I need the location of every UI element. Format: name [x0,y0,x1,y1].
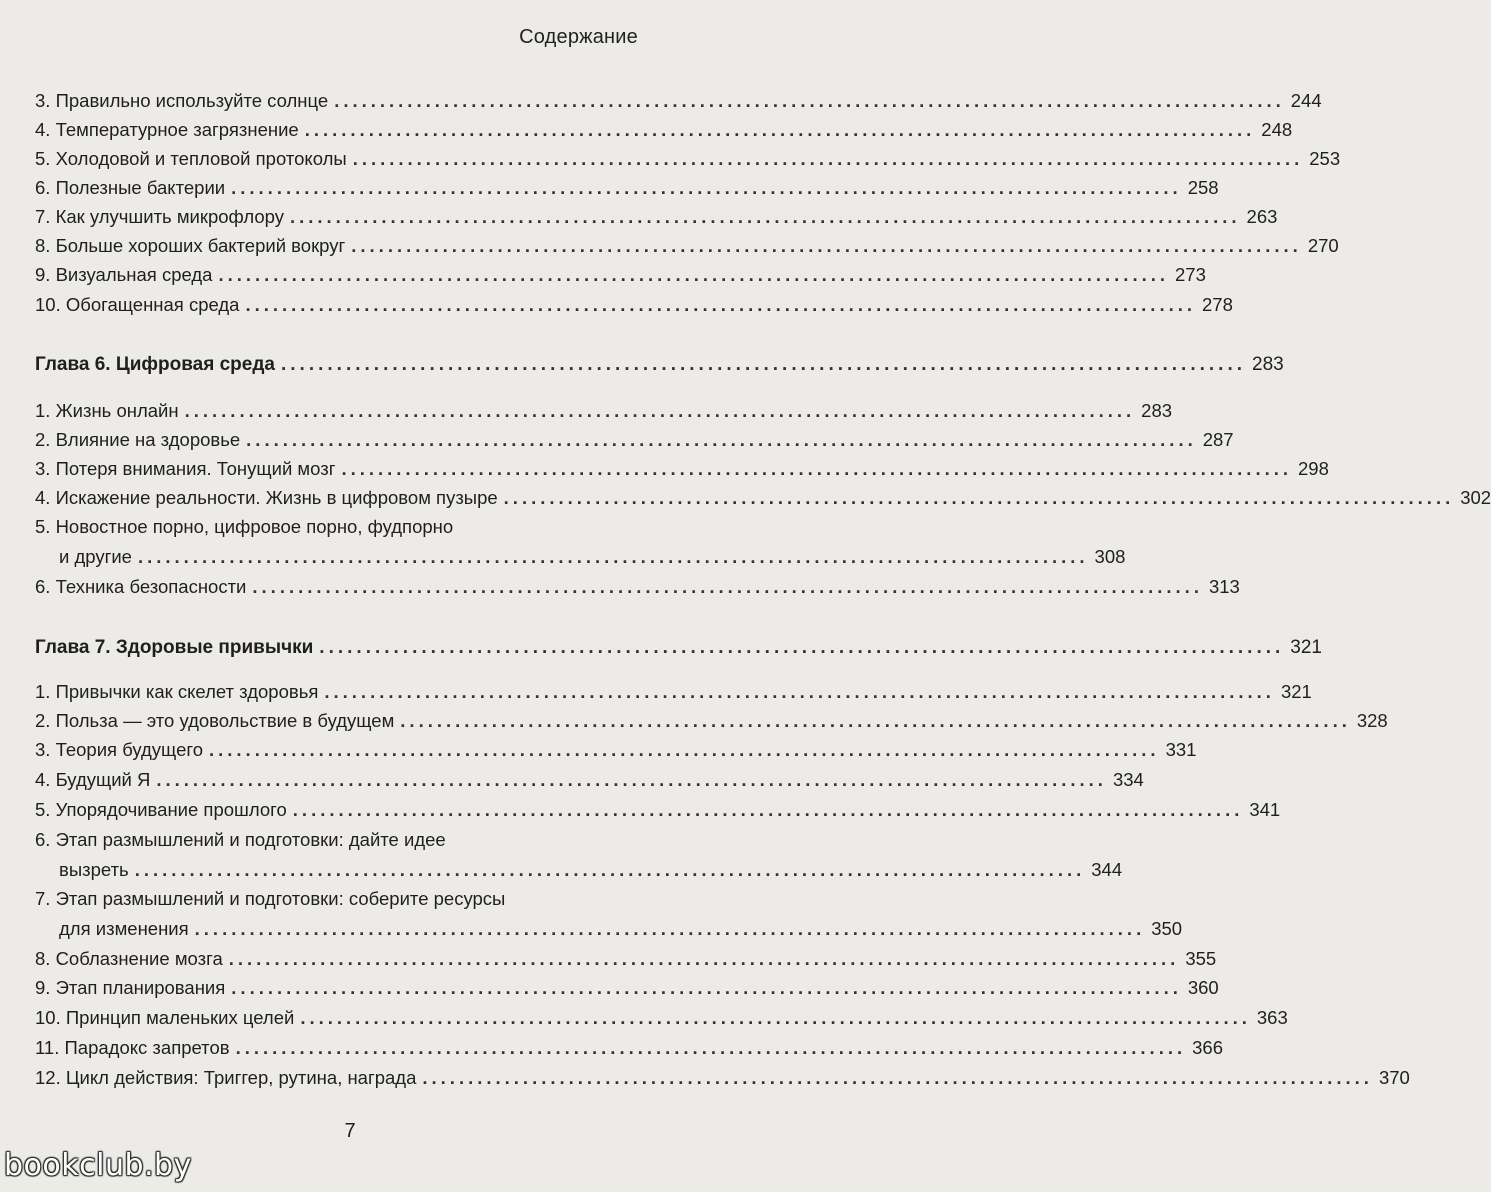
leader-dots: ........................................................................................................ [304,119,1256,140]
leader-dots: ........................................................................................................ [231,177,1182,198]
toc-entry [35,290,1233,320]
toc-chapter-page: 321 [1290,637,1322,658]
toc-entry [35,396,1173,426]
toc-entry-title: 5. Упорядочивание прошлого [35,799,287,820]
toc-entry-title: 2. Влияние на здоровье [35,429,241,450]
toc-entry [35,677,1312,707]
toc-entry-page: 350 [1151,918,1183,939]
toc-entry-page: 258 [1187,177,1219,198]
toc-entry-page: 370 [1378,1067,1410,1088]
toc-entry [35,1063,1410,1093]
toc-entry [35,1003,1288,1033]
toc-entry-page: 273 [1175,264,1206,285]
toc-entry-page: 283 [1141,400,1173,421]
leader-dots: ........................................................................................................ [324,681,1275,702]
running-header: Содержание [519,26,638,48]
toc-entry-page: 302 [1460,487,1491,508]
toc-entry [35,735,1197,765]
toc-entry-title: 5. Холодовой и тепловой протоколы [35,148,347,169]
toc-entry-page: 366 [1192,1037,1223,1058]
toc-entry-page: 321 [1280,681,1312,702]
leader-dots: ........................................................................................................ [289,206,1241,227]
toc-entry-title: 5. Новостное порно, цифровое порно, фудпорно [35,516,454,537]
toc-entry-title: 6. Техника безопасности [35,576,247,597]
toc-entry-page: 334 [1112,769,1144,790]
toc-entry-title: 6. Полезные бактерии [35,177,226,198]
leader-dots: ........................................................................................................ [422,1067,1373,1088]
toc-entry-title: 4. Будущий Я [35,769,151,790]
leader-dots: ........................................................................................................ [137,546,1089,567]
toc-entry-title: 3. Потеря внимания. Тонущий мозг [35,458,336,479]
toc-entry-title: 10. Обогащенная среда [35,294,240,315]
toc-entry-title: 12. Цикл действия: Триггер, рутина, награда [35,1067,417,1088]
leader-dots: ........................................................................................................ [231,977,1182,998]
leader-dots: ........................................................................................................ [351,235,1302,256]
toc-entry-page: 341 [1249,799,1281,820]
toc-entry-title: 6. Этап размышлений и подготовки: дайте идее [35,829,446,850]
toc-entry-page: 270 [1307,235,1339,256]
toc-entry-page: 344 [1091,859,1123,880]
toc-entry [35,1033,1223,1063]
toc-entry-title: 3. Теория будущего [35,739,203,760]
toc-entry-title: 7. Этап размышлений и подготовки: соберите ресурсы [35,888,506,909]
watermark: bookclub.by [4,1148,192,1183]
toc-entry [35,884,1183,944]
toc-entry [35,144,1341,174]
toc-entry [35,944,1217,974]
toc-chapter-heading [35,350,1284,380]
leader-dots: ........................................................................................................ [246,429,1197,450]
leader-dots: ........................................................................................................ [281,354,1246,375]
leader-dots: ........................................................................................................ [503,487,1455,508]
toc-entry-page: 253 [1309,148,1341,169]
toc-entry-title: 8. Соблазнение мозга [35,948,223,969]
toc-entry-page: 363 [1256,1007,1288,1028]
toc-chapter-title: Глава 7. Здоровые привычки [35,637,314,658]
leader-dots: ........................................................................................................ [245,294,1197,315]
toc-entry-title-continued: для изменения [59,918,189,939]
toc-entry-page: 328 [1356,710,1388,731]
toc-entry-page: 313 [1208,576,1240,597]
leader-dots: ........................................................................................................ [228,948,1180,969]
toc-entry [35,202,1278,232]
toc-entry [35,765,1144,795]
leader-dots: ........................................................................................................ [235,1037,1187,1058]
toc-entry [35,173,1219,203]
toc-entry-page: 278 [1202,294,1233,315]
toc-entry [35,454,1329,484]
leader-dots: ........................................................................................................ [134,859,1086,880]
toc-chapter-heading [35,633,1322,663]
toc-entry [35,425,1234,455]
leader-dots: ........................................................................................................ [300,1007,1251,1028]
toc-entry-title: 9. Этап планирования [35,977,226,998]
toc-entry-page: 308 [1094,546,1126,567]
leader-dots: ........................................................................................................ [341,458,1293,479]
toc-entry [35,231,1339,261]
toc-entry-title-continued: и другие [59,546,132,567]
toc-entry-title: 3. Правильно используйте солнце [35,90,329,111]
toc-entry-page: 287 [1202,429,1234,450]
toc-entry-page: 360 [1187,977,1219,998]
toc-entry-page: 355 [1185,948,1217,969]
toc-entry [35,260,1206,290]
toc-entry [35,86,1322,116]
toc-entry-title-continued: вызреть [59,859,129,880]
toc-entry [35,825,1123,885]
leader-dots: ........................................................................................................ [292,799,1244,820]
toc-entry [35,115,1293,145]
leader-dots: ........................................................................................................ [194,918,1146,939]
toc-entry-page: 331 [1165,739,1197,760]
toc-entry-title: 10. Принцип маленьких целей [35,1007,295,1028]
leader-dots: ........................................................................................................ [252,576,1203,597]
toc-entry-title: 1. Жизнь онлайн [35,400,179,421]
leader-dots: ........................................................................................................ [319,637,1285,658]
toc-entry-title: 2. Польза — это удовольствие в будущем [35,710,395,731]
leader-dots: ........................................................................................................ [209,739,1160,760]
leader-dots: ........................................................................................................ [184,400,1136,421]
toc-entry-page: 248 [1261,119,1293,140]
leader-dots: ........................................................................................................ [218,264,1170,285]
toc-entry-title: 1. Привычки как скелет здоровья [35,681,319,702]
toc-entry [35,483,1491,513]
toc-entry [35,512,1126,572]
toc-entry-page: 244 [1290,90,1322,111]
toc-entry [35,973,1219,1003]
toc-entry-page: 298 [1298,458,1329,479]
toc-chapter-title: Глава 6. Цифровая среда [35,354,275,375]
leader-dots: ........................................................................................................ [334,90,1285,111]
toc-entry [35,795,1281,825]
toc-entry-title: 8. Больше хороших бактерий вокруг [35,235,346,256]
page-number: 7 [344,1120,356,1142]
toc-entry [35,706,1388,736]
leader-dots: ........................................................................................................ [352,148,1304,169]
toc-entry-page: 263 [1246,206,1278,227]
leader-dots: ........................................................................................................ [400,710,1351,731]
toc-chapter-page: 283 [1252,354,1284,375]
leader-dots: ........................................................................................................ [156,769,1107,790]
toc-entry-title: 11. Парадокс запретов [35,1037,230,1058]
toc-entry-title: 7. Как улучшить микрофлору [35,206,284,227]
toc-entry-title: 4. Искажение реальности. Жизнь в цифровом пузыре [35,487,498,508]
toc-entry-title: 9. Визуальная среда [35,264,213,285]
toc-entry [35,572,1240,602]
toc-entry-title: 4. Температурное загрязнение [35,119,299,140]
